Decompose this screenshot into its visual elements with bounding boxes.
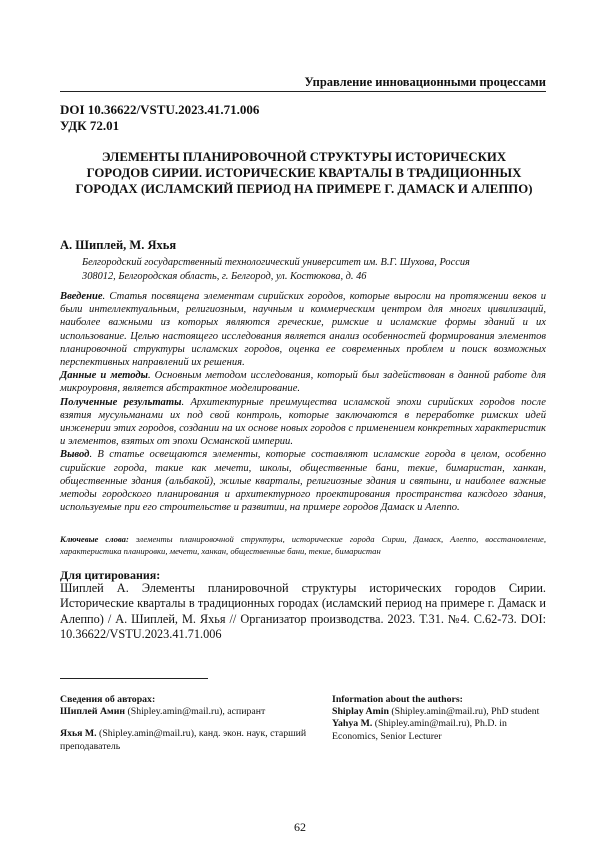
abstract-conclusion xyxy=(60,448,546,514)
authors-info-ru-heading: Сведения об авторах: xyxy=(60,694,156,705)
page-number: 62 xyxy=(294,820,306,834)
article-title: ЭЛЕМЕНТЫ ПЛАНИРОВОЧНОЙ СТРУКТУРЫ ИСТОРИЧЕСКИХ ГОРОДОВ СИРИИ. ИСТОРИЧЕСКИЕ КВАРТАЛЫ В ТРАДИЦИОННЫХ ГОРОДАХ (ИСЛАМСКИЙ ПЕРИОД НА ПРИМЕРЕ Г. ДАМАСК И АЛЕППО) xyxy=(75,150,533,196)
affiliation xyxy=(82,256,550,283)
affiliation-line-1: Белгородский государственный технологический университет им. В.Г. Шухова, Россия xyxy=(82,257,470,268)
doi: DOI 10.36622/VSTU.2023.41.71.006 xyxy=(60,102,260,117)
conclusion-label: Вывод xyxy=(60,449,90,461)
affiliation-line-2: 308012, Белгородская область, г. Белгород, ул. Костюкова, д. 46 xyxy=(82,270,367,282)
abstract-introduction xyxy=(60,290,546,369)
intro-label: Введение xyxy=(60,291,103,302)
keywords xyxy=(60,534,546,557)
author-1-details-ru: (Shipley.amin@mail.ru), аспирант xyxy=(125,706,266,718)
running-title: Управление инновационными процессами xyxy=(304,75,546,89)
author-1-name-ru: Шиплей Амин xyxy=(60,706,126,718)
abstract-methods xyxy=(60,369,546,395)
author-1-info-ru xyxy=(60,706,310,718)
author-2-details-en: (Shipley.amin@mail.ru), Ph.D. in Economics, Senior Lecturer xyxy=(332,718,507,742)
author-1-details-en: (Shipley.amin@mail.ru), PhD student xyxy=(388,706,540,718)
results-label: Полученные результаты xyxy=(60,396,182,408)
keywords-text: элементы планировочной структуры, исторические города Сирии, Дамаск, Алеппо, восстановление, характеристика планировки, мечети, ханкан, общественные бани, текие, бимаристан xyxy=(60,534,546,556)
author-2-info-en xyxy=(332,718,552,742)
methods-text: . Основным методом исследования, который был задействован в данной работе для микроуровня, является абстрактное моделирование. xyxy=(60,370,546,395)
authors: А. Шиплей, М. Яхья xyxy=(60,238,177,252)
abstract xyxy=(60,290,546,514)
author-2-info-ru xyxy=(60,728,310,752)
citation-label: Для цитирования: xyxy=(60,568,161,582)
intro-text: . Статья посвящена элементам сирийских городов, которые выросли на протяжении веков и были интеллектуальным, религиозным, научным и коммерческим центром для многих цивилизаций, наиболее важными из которых являются греческие, римские и исламские формы зданий и их использование. Целью настоящего исследования является анализ особенностей формирования элементов планировочной структуры исламских городов, оценка ее современных проблем и поиск возможных перспективных направлений их решения. xyxy=(60,291,546,369)
author-2-name-ru: Яхья М. xyxy=(60,728,97,740)
authors-info-ru xyxy=(60,694,310,753)
abstract-results xyxy=(60,396,546,449)
identifiers xyxy=(60,102,259,134)
authors-info-en xyxy=(332,694,552,743)
keywords-label: Ключевые слова: xyxy=(60,534,129,544)
udk: УДК 72.01 xyxy=(60,118,120,133)
author-2-details-ru: (Shipley.amin@mail.ru), канд. экон. наук, старший преподаватель xyxy=(60,728,307,752)
header-rule xyxy=(60,91,546,92)
author-2-name-en: Yahya M. xyxy=(332,718,373,730)
methods-label: Данные и методы xyxy=(60,370,148,382)
authors-info-en-heading: Information about the authors: xyxy=(332,694,463,705)
conclusion-text: . В статье освещаются элементы, которые составляют исламские города в целом, особенно сирийские города, такие как мечети, школы, общественные бани, текие, бимаристан, ханкан, общественные здания (альбакой), жилые кварталы, религиозные здания и святыни, и наиболее важные методы городского планирования и архитектурного проектирования пространства каждого здания, используемые при его строительстве и развитии, на примере городов Дамаск и Алеппо. xyxy=(60,449,546,514)
footnote-rule xyxy=(60,678,208,679)
citation-text: Шиплей А. Элементы планировочной структуры исторических городов Сирии. Исторические кварталы в традиционных городах (исламский период на примере г. Дамаск и Алеппо) / А. Шиплей, М. Яхья // Организатор производства. 2023. Т.31. №4. С.62-73. DOI: 10.36622/VSTU.2023.41.71.006 xyxy=(60,581,546,642)
author-1-info-en xyxy=(332,706,552,718)
author-1-name-en: Shiplay Amin xyxy=(332,706,389,718)
results-text: . Архитектурные преимущества исламской эпохи сирийских городов после взятия мусульманами их под свой контроль, которые заключаются в переработке римских идей инженерии этих городов, создании на их основе новых городов с применением конкретных характеристик и элементов, взятых от эпохи Османской империи. xyxy=(60,396,546,448)
